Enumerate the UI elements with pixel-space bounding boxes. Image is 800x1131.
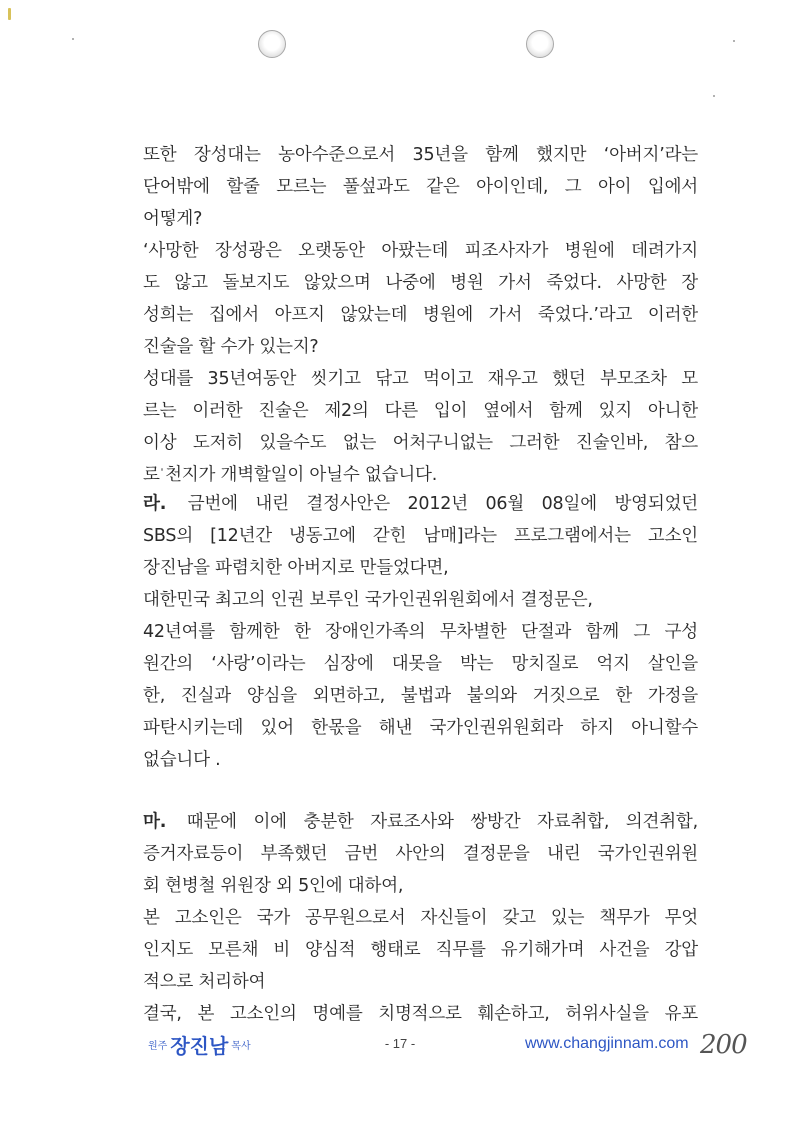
handwritten-page-mark: 200 [700,1030,747,1060]
body-line: 회 현병철 위원장 외 5인에 대하여, [143,876,404,896]
body-line: 적으로 처리하여 [143,972,266,992]
body-line: 파탄시키는데 있어 한몫을 해낸 국가인권위원회라 하지 아니할수 [143,718,698,738]
body-line: 성대를 35년여동안 씻기고 닦고 먹이고 재우고 했던 부모조차 모 [143,369,698,389]
body-line: 본 고소인은 국가 공무원으로서 자신들이 갖고 있는 책무가 무엇 [143,908,698,928]
author-logo [148,1030,251,1059]
body-line: 도 않고 돌보지도 않았으며 나중에 병원 가서 죽었다. 사망한 장 [143,273,698,293]
section-ra-first-line: 라. 금번에 내린 결정사안은 2012년 06월 08일에 방영되었던 [143,494,698,514]
website-link[interactable]: www.changjinnam.com [525,1035,689,1052]
punch-hole-right [526,30,554,58]
body-line: 증거자료등이 부족했던 금번 사안의 결정문을 내린 국가인권위원 [143,844,698,864]
body-line: 어떻게? [143,209,203,229]
body-line: 또한 장성대는 농아수준으로서 35년을 함께 했지만 ‘아버지’라는 [143,145,698,165]
body-line: 장진남을 파렴치한 아버지로 만들었다면, [143,558,449,578]
body-line: 인지도 모른채 비 양심적 행태로 직무를 유기해가며 사건을 강압 [143,940,698,960]
scan-speck [72,38,74,40]
body-line: 성희는 집에서 아프지 않았는데 병원에 가서 죽었다.’라고 이러한 [143,305,698,325]
punch-hole-left [258,30,286,58]
scan-speck [8,8,11,20]
section-marker-ra: 라. [143,494,167,514]
section-ma-first-line: 마. 때문에 이에 충분한 자료조사와 쌍방간 자료취합, 의견취합, [143,812,698,832]
scan-speck [713,95,715,97]
author-name: 장진남 [170,1036,229,1058]
author-prefix: 원주 [148,1041,168,1052]
body-line: 대한민국 최고의 인권 보루인 국가인권위원회에서 결정문은, [143,590,593,610]
author-suffix: 목사 [231,1041,251,1052]
body-line: 결국, 본 고소인의 명예를 치명적으로 훼손하고, 허위사실을 유포 [143,1004,698,1024]
body-line: 이상 도저히 있을수도 없는 어처구니없는 그러한 진술인바, 참으 [143,433,698,453]
body-line: ‘사망한 장성광은 오랫동안 아팠는데 피조사자가 병원에 데려가지 [143,241,698,261]
body-line: 진술을 할 수가 있는지? [143,337,319,357]
scan-speck [733,40,735,42]
body-line: 원간의 ‘사랑’이라는 심장에 대못을 박는 망치질로 억지 살인을 [143,654,698,674]
body-line: 르는 이러한 진술은 제2의 다른 입이 옆에서 함께 있지 아니한 [143,401,698,421]
body-line: SBS의 [12년간 냉동고에 갇힌 남매]라는 프로그램에서는 고소인 [143,526,698,546]
body-line: 로 천지가 개벽할일이 아닐수 없습니다. [143,465,438,485]
body-line: 단어밖에 할줄 모르는 풀섶과도 같은 아이인데, 그 아이 입에서 [143,177,698,197]
section-marker-ma: 마. [143,812,167,832]
body-line: 없습니다 . [143,750,221,770]
body-line: 한, 진실과 양심을 외면하고, 불법과 불의와 거짓으로 한 가정을 [143,686,698,706]
page-number: - 17 - [384,1036,416,1051]
body-line: 42년여를 함께한 한 장애인가족의 무차별한 단절과 함께 그 구성 [143,622,698,642]
